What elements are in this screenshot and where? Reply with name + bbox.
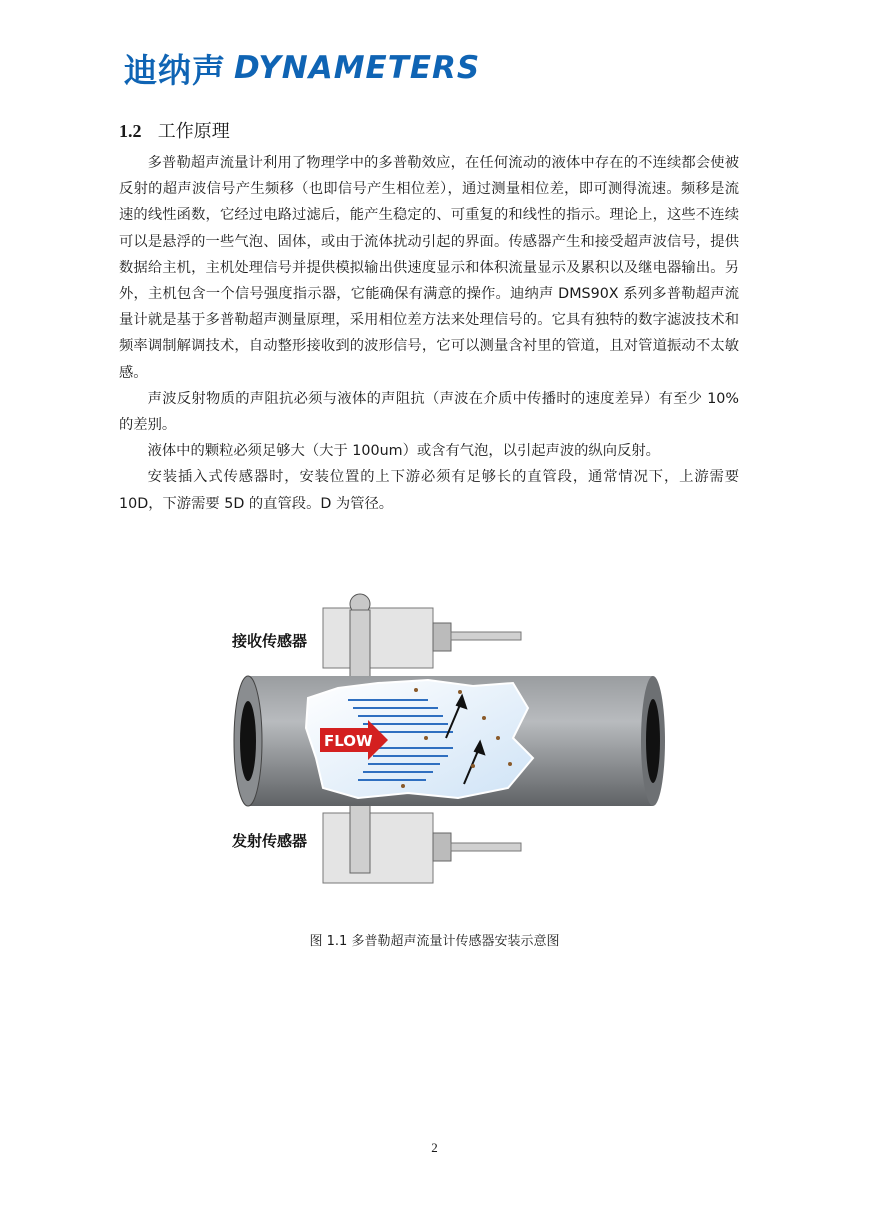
receiver-sensor [323,594,521,680]
section-title: 工作原理 [157,121,230,142]
paragraph: 多普勒超声流量计利用了物理学中的多普勒效应，在任何流动的液体中存在的不连续都会使被反射的超声波信号产生频移（也即信号产生相位差），通过测量相位差，即可测得流速。频移是流速的线性函数，它经过电路过滤后，能产生稳定的、可重复的和线性的指示。理论上，这些不连续可以是悬浮的一些气泡、固体，或由于流体扰动引起的界面。传感器产生和接受超声波信号，提供数据给主机，主机处理信号并提供模拟输出供速度显示和体积流量显示及累积以及继电器输出。另外，主机包含一个信号强度指示器，它能确保有满意的操作。迪纳声 DMS90X 系列多普勒超声流量计就是基于多普勒超声测量原理，采用相位差方法来处理信号的。它具有独特的数字滤波技术和频率调制解调技术，自动整形接收到的波形信号，它可以测量含衬里的管道，且对管道振动不太敏感。 [119,155,739,381]
body-text [119,150,739,517]
label-transmitter: 发射传感器 [232,832,308,850]
figure-caption: 图 1.1 多普勒超声流量计传感器安装示意图 [309,934,560,949]
transmitter-sensor [323,798,521,883]
paragraph: 安装插入式传感器时，安装位置的上下游必须有足够长的直管段，通常情况下，上游需要 10D，下游需要 5D 的直管段。D 为管径。 [119,469,739,512]
label-receiver: 接收传感器 [232,632,308,650]
brand-logo [124,46,480,90]
flow-label: FLOW [324,732,373,750]
section-number: 1.2 [119,121,142,141]
sensor-installation-figure [228,588,668,888]
logo-english: DYNAMETERS [234,50,481,86]
page-number: 2 [431,1140,438,1155]
section-heading [119,117,230,143]
logo-chinese: 迪纳声 [124,50,226,90]
paragraph: 液体中的颗粒必须足够大（大于 100um）或含有气泡，以引起声波的纵向反射。 [147,443,660,460]
paragraph: 声波反射物质的声阻抗必须与液体的声阻抗（声波在介质中传播时的速度差异）有至少 10%的差别。 [119,390,739,434]
